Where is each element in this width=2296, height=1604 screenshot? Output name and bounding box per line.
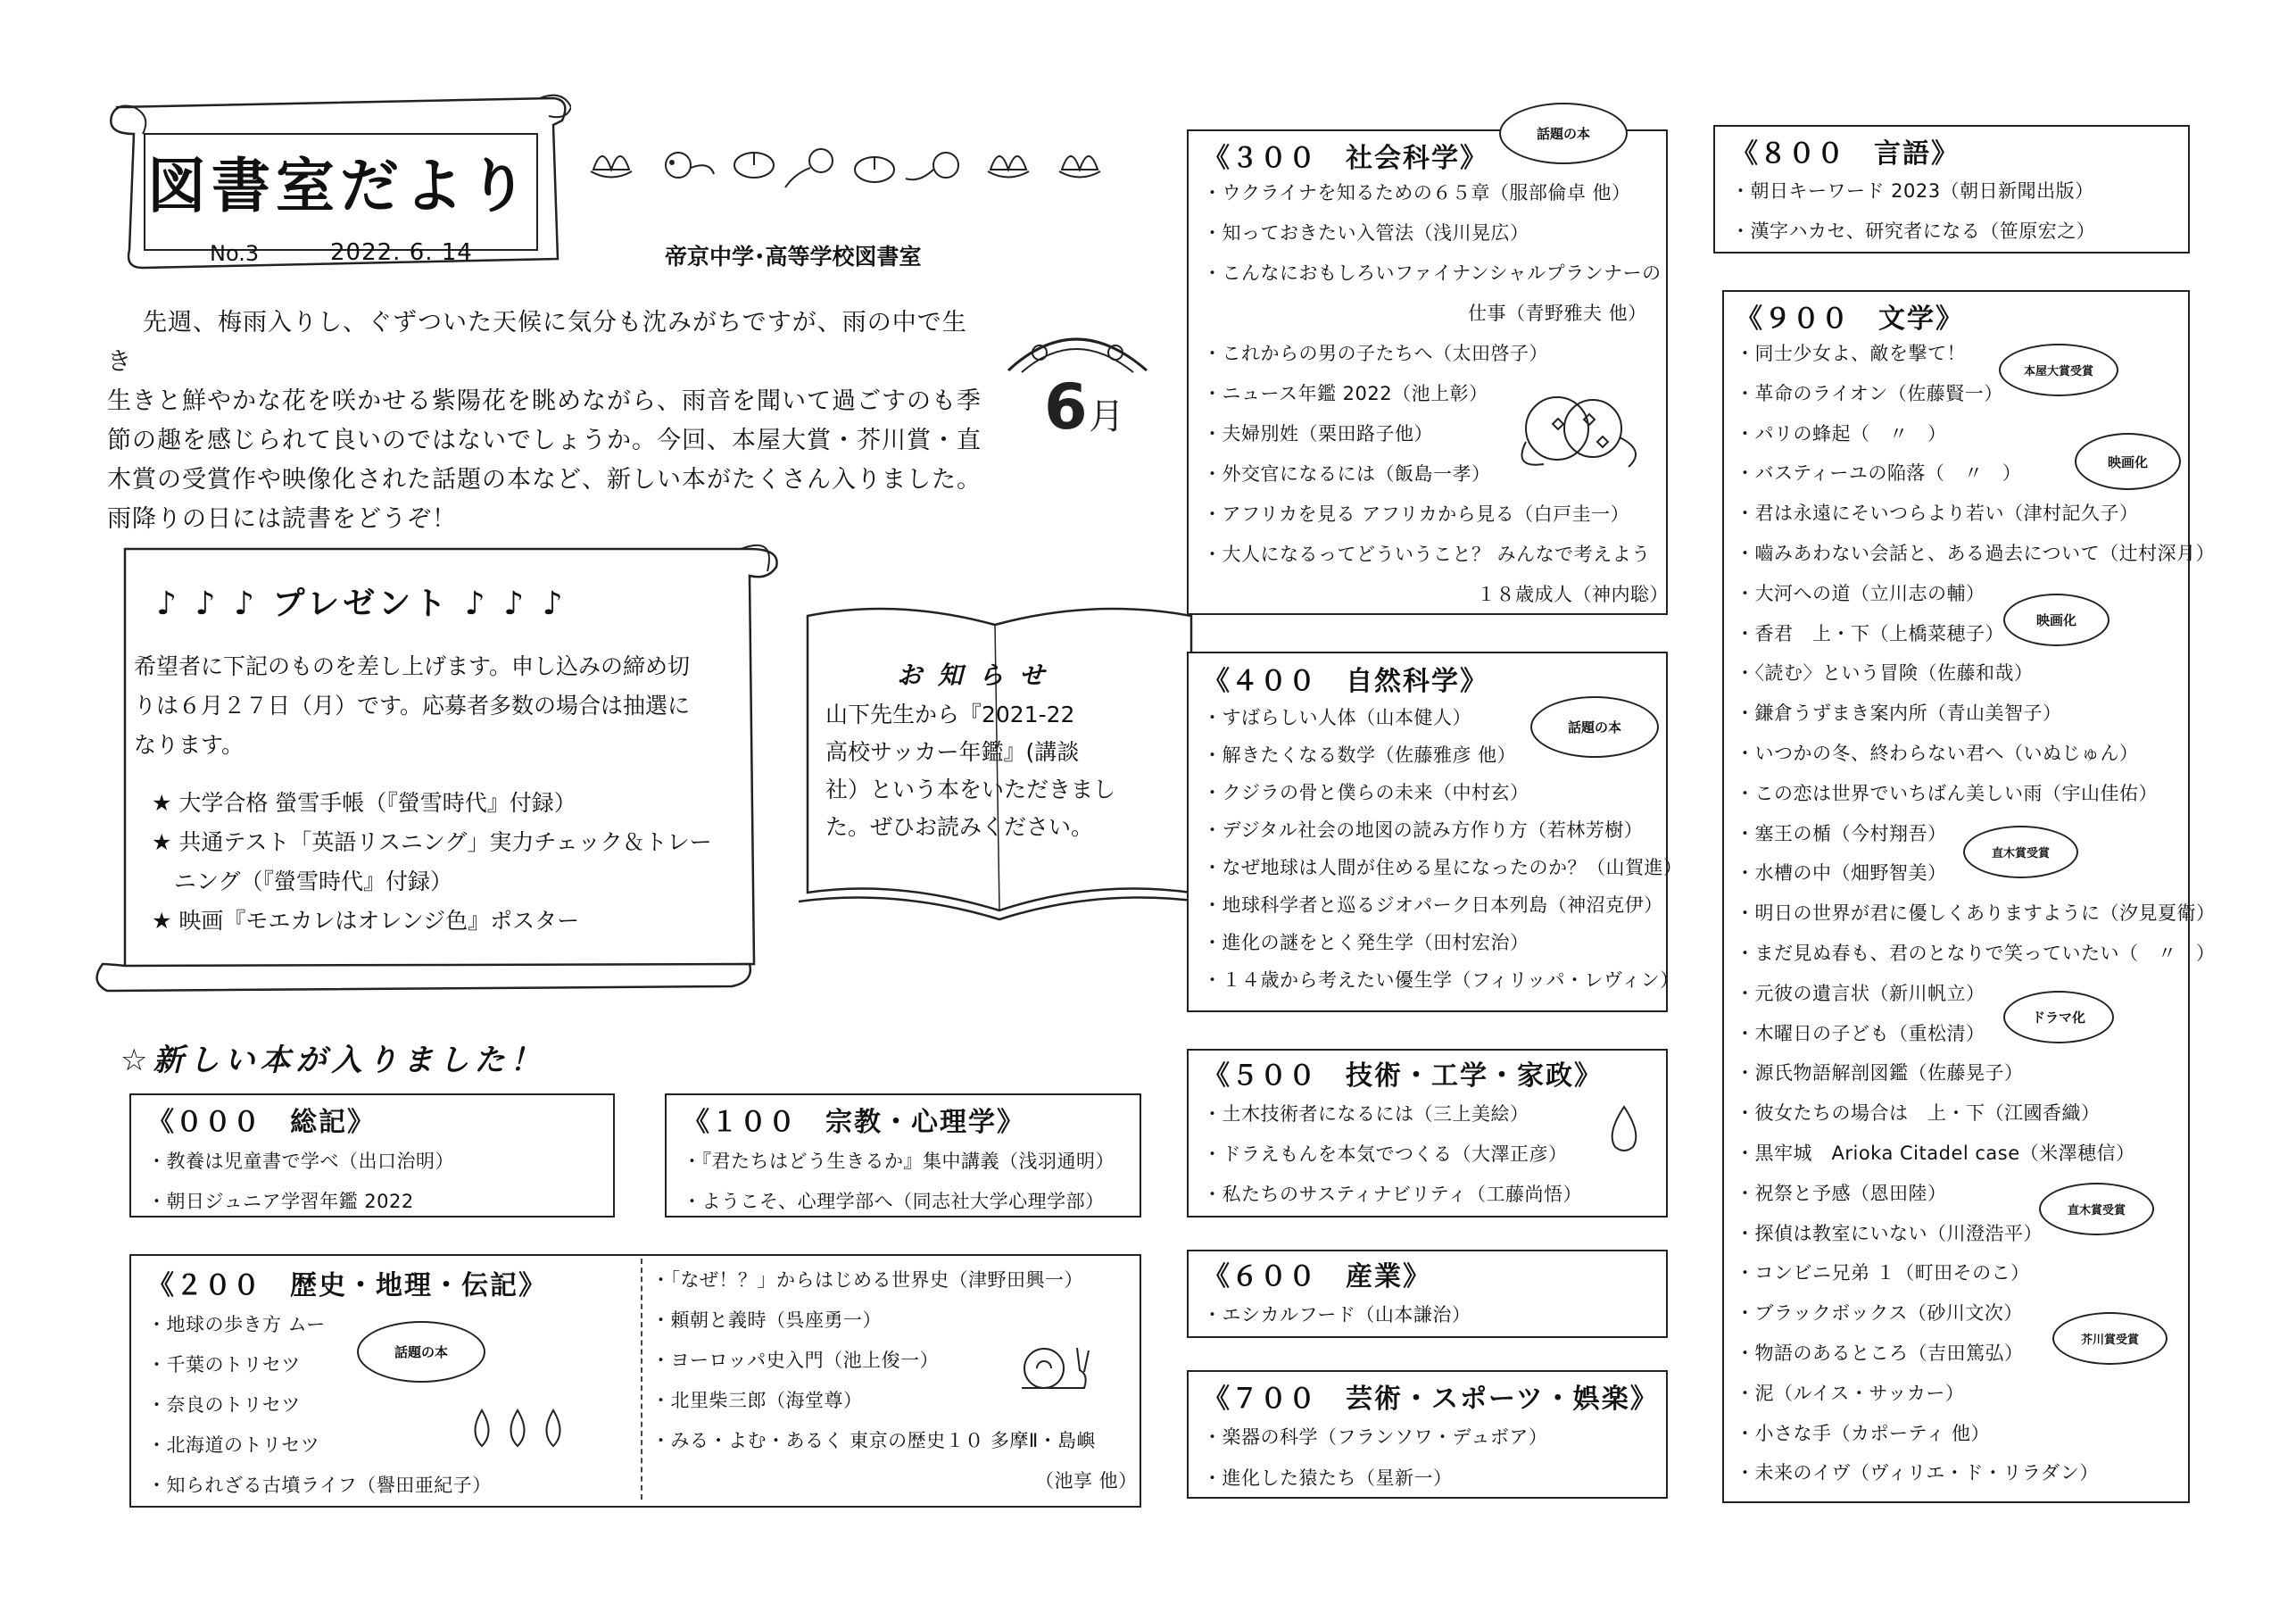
book-item: ・漢字ハカセ、研究者になる（笹原宏之） — [1731, 220, 2096, 242]
svg-text:月: 月 — [1089, 396, 1124, 437]
book-item: ・すばらしい人体（山本健人） — [1203, 707, 1471, 728]
book-item: ・革命のライオン（佐藤賢一） — [1736, 382, 2003, 404]
book-item: ・朝日ジュニア学習年鑑 2022 — [147, 1191, 414, 1212]
book-item: ・知られざる古墳ライフ（譽田亜紀子） — [147, 1475, 492, 1496]
book-item: ・ようこそ、心理学部へ（同志社大学心理学部） — [683, 1191, 1105, 1212]
book-item: ・同士少女よ、敵を撃て！ — [1736, 343, 1966, 364]
speech-bubble: 映画化 — [2075, 433, 2181, 490]
speech-bubble: 話題の本 — [357, 1321, 485, 1383]
book-item: ・塞王の楯（今村翔吾） — [1736, 822, 1947, 844]
book-item: ・探偵は教室にいない（川澄浩平） — [1736, 1222, 2043, 1244]
section-000-title: 《０００ 総記》 — [147, 1107, 376, 1138]
book-item: ・土木技術者になるには（三上美絵） — [1203, 1103, 1529, 1125]
book-item: ・エシカルフード（山本謙治） — [1203, 1304, 1471, 1326]
intro-line: 先週、梅雨入りし、ぐずついた天候に気分も沈みがちですが、雨の中で生き — [107, 309, 967, 376]
intro-line: 生きと鮮やかな花を咲かせる紫陽花を眺めながら、雨音を聞いて過ごすのも季 — [107, 387, 982, 415]
section-900-title: 《９００ 文学》 — [1736, 303, 1964, 335]
book-item: ・鎌倉うずまき案内所（青山美智子） — [1736, 702, 2062, 725]
book-item: 仕事（青野雅夫 他） — [1468, 303, 1647, 324]
section-400-title: 《４００ 自然科学》 — [1203, 666, 1488, 697]
speech-bubble: 話題の本 — [1530, 696, 1659, 758]
book-item: ・アフリカを見る アフリカから見る（白戸圭一） — [1203, 503, 1630, 525]
notice-line: 山下先生から『2021-22 — [825, 702, 1075, 727]
book-item: ・進化の謎をとく発生学（田村宏治） — [1203, 932, 1529, 953]
book-item: ・奈良のトリセツ — [147, 1394, 301, 1416]
present-body-line: 希望者に下記のものを差し上げます。申し込みの締め切 — [134, 653, 691, 679]
book-item: ・これからの男の子たちへ（太田啓子） — [1203, 343, 1548, 364]
book-item: ・パリの蜂起（ 〃 ） — [1736, 422, 1947, 445]
book-item: ・１４歳から考えたい優生学（フィリッパ・レヴィン） — [1203, 969, 1679, 991]
book-item: ・北海道のトリセツ — [147, 1434, 320, 1456]
book-item: ・ウクライナを知るための６５章（服部倫卓 他） — [1203, 182, 1631, 204]
book-item: ・黒牢城 Arioka Citadel case（米澤穂信） — [1736, 1143, 2135, 1164]
book-item: ・千葉のトリセツ — [147, 1354, 301, 1375]
book-item: ・嚙みあわない会話と、ある過去について（辻村深月） — [1736, 543, 2216, 564]
issue-date: 2022. 6. 14 — [330, 239, 473, 266]
book-item: ・祝祭と予感（恩田陸） — [1736, 1182, 1947, 1204]
book-item: ・『君たちはどう生きるか』集中講義（浅羽通明） — [683, 1151, 1115, 1172]
section-200-divider — [641, 1259, 642, 1500]
book-item: ・彼女たちの場合は 上・下（江國香織） — [1736, 1102, 2101, 1125]
speech-bubble: 話題の本 — [1499, 103, 1628, 164]
speech-bubble: 直木賞受賞 — [1963, 826, 2078, 878]
snail-icon — [1013, 1334, 1093, 1397]
intro-line: 雨降りの日には読書をどうぞ！ — [107, 505, 457, 533]
page-title: 図書室だより — [147, 152, 533, 220]
speech-bubble: 本屋大賞受賞 — [1999, 344, 2118, 396]
book-item: ・こんなにおもしろいファイナンシャルプランナーの — [1203, 262, 1662, 284]
book-item: ・大河への道（立川志の輔） — [1736, 582, 1985, 604]
book-item: ・君は永遠にそいつらより若い（津村記久子） — [1736, 503, 2139, 525]
book-item: ・いつかの冬、終わらない君へ（いぬじゅん） — [1736, 743, 2139, 764]
speech-bubble: 直木賞受賞 — [2039, 1183, 2154, 1235]
book-item: ・知っておきたい入管法（浅川晃広） — [1203, 222, 1529, 244]
notice-body — [825, 696, 1182, 846]
book-item: ・クジラの骨と僕らの未来（中村玄） — [1203, 782, 1529, 803]
book-item: ・バスティーユの陥落（ 〃 ） — [1736, 462, 2022, 485]
speech-bubble: 映画化 — [2003, 594, 2110, 646]
book-item: ・元彼の遺言状（新川帆立） — [1736, 982, 1985, 1004]
book-item: ・水槽の中（畑野智美） — [1736, 862, 1947, 885]
speech-bubble: 芥川賞受賞 — [2052, 1312, 2168, 1365]
section-800-title: 《８００ 言語》 — [1731, 138, 1960, 170]
book-item: ・外交官になるには（飯島一孝） — [1203, 463, 1491, 485]
book-item: ・明日の世界が君に優しくありますように（汐見夏衛） — [1736, 902, 2216, 925]
book-item: ・ブラックボックス（砂川文次） — [1736, 1302, 2023, 1325]
droplet-characters-icon — [464, 1401, 580, 1455]
book-item: ・地球科学者と巡るジオパーク日本列島（神沼克伊） — [1203, 894, 1663, 916]
book-item: ・大人になるってどういうこと？ みんなで考えよう — [1203, 544, 1651, 565]
book-item: ・香君 上・下（上橋菜穂子） — [1736, 622, 2004, 644]
book-item: ・解きたくなる数学（佐藤雅彦 他） — [1203, 744, 1517, 766]
section-700-title: 《７００ 芸術・スポーツ・娯楽》 — [1203, 1384, 1659, 1415]
svg-text:6: 6 — [1044, 370, 1088, 444]
notice-line: 高校サッカー年鑑』(講談 — [825, 739, 1080, 765]
book-item: ・「なぜ！？」からはじめる世界史（津野田興一） — [651, 1269, 1083, 1291]
section-300-title: 《３００ 社会科学》 — [1203, 143, 1488, 174]
book-item: ・私たちのサスティナビリティ（工藤尚悟） — [1203, 1184, 1582, 1205]
book-item: ・みる・よむ・あるく 東京の歴史１０ 多摩Ⅱ・島嶼 — [651, 1430, 1097, 1451]
book-item: ・まだ見ぬ春も、君のとなりで笑っていたい（ 〃 ） — [1736, 943, 2216, 964]
present-item: ★ 大学合格 螢雪手帳（『螢雪時代』付録） — [152, 790, 576, 816]
book-item: ・なぜ地球は人間が住める星になったのか？（山賀進） — [1203, 857, 1683, 878]
book-item: ・未来のイヴ（ヴィリエ・ド・リラダン） — [1736, 1462, 2099, 1484]
book-item: ・物語のあるところ（吉田篤弘） — [1736, 1342, 2024, 1364]
section-100-title: 《１００ 宗教・心理学》 — [683, 1107, 1025, 1138]
intro-paragraph — [107, 303, 991, 539]
present-item: ★ 映画『モエカレはオレンジ色』ポスター — [152, 908, 580, 934]
present-body-line: りは６月２７日（月）です。応募者多数の場合は抽選に — [134, 693, 691, 719]
section-200-title: 《２００ 歴史・地理・伝記》 — [147, 1270, 547, 1301]
book-item: ・木曜日の子ども（重松清） — [1736, 1022, 1985, 1044]
book-item: ・北里柴三郎（海堂尊） — [651, 1390, 863, 1411]
book-item: （池享 他） — [1035, 1470, 1138, 1492]
present-item: ★ 共通テスト「英語リスニング」実力チェック＆トレー — [152, 829, 712, 855]
issue-number: No.3 — [210, 241, 260, 266]
june-badge-icon — [999, 317, 1156, 446]
speech-bubble: ドラマ化 — [2003, 991, 2114, 1043]
section-500-title: 《５００ 技術・工学・家政》 — [1203, 1060, 1603, 1092]
hydrangea-icon — [1508, 388, 1651, 478]
book-item: ・ニュース年鑑 2022（池上彰） — [1203, 383, 1488, 404]
book-item: ・源氏物語解剖図鑑（佐藤晃子） — [1736, 1062, 2024, 1085]
book-item: ・デジタル社会の地図の読み方作り方（若林芳樹） — [1203, 819, 1644, 841]
book-item: ・この恋は世界でいちばん美しい雨（宇山佳佑） — [1736, 782, 2158, 804]
present-item: ニング（『螢雪時代』付録） — [152, 868, 453, 894]
book-item: ・〈読む〉という冒険（佐藤和哉） — [1736, 662, 2034, 685]
book-item: ・泥（ルイス・サッカー） — [1736, 1382, 1965, 1404]
section-600-title: 《６００ 産業》 — [1203, 1261, 1431, 1292]
notice-line: た。ぜひお読みください。 — [825, 814, 1094, 840]
present-title: ♪ ♪ ♪ プレゼント ♪ ♪ ♪ — [156, 586, 567, 622]
book-item: ・ドラえもんを本気でつくる（大澤正彦） — [1203, 1143, 1568, 1165]
new-books-heading: ☆新しい本が入りました！ — [120, 1043, 546, 1078]
intro-line: 節の趣を感じられて良いのではないでしょうか。今回、本屋大賞・芥川賞・直 — [107, 427, 982, 454]
intro-line: 木賞の受賞作や映像化された話題の本など、新しい本がたくさん入りました。 — [107, 466, 982, 494]
book-item: ・教養は児童書で学べ（出口治明） — [147, 1151, 454, 1172]
book-item: ・夫婦別姓（栗田路子他） — [1203, 423, 1433, 445]
present-body — [134, 647, 758, 765]
book-item: ・頼朝と義時（呉座勇一） — [651, 1309, 882, 1331]
book-item: ・コンビニ兄弟 １（町田そのこ） — [1736, 1262, 2030, 1284]
present-body-line: なります。 — [134, 732, 245, 758]
lotus-decoration — [580, 134, 1115, 196]
book-item: １８歳成人（神内聡） — [1477, 584, 1669, 605]
notice-title: お 知 ら せ — [897, 661, 1049, 690]
book-item: ・地球の歩き方 ムー — [147, 1314, 326, 1335]
school-name: 帝京中学･高等学校図書室 — [665, 244, 922, 270]
book-item: ・楽器の科学（フランソワ・デュボア） — [1203, 1426, 1548, 1448]
droplet-character-icon — [1602, 1102, 1646, 1156]
notice-line: 社）という本をいただきまし — [825, 777, 1116, 802]
book-item: ・進化した猿たち（星新一） — [1203, 1467, 1453, 1489]
present-items — [152, 784, 776, 941]
book-item: ・ヨーロッパ史入門（池上俊一） — [651, 1350, 940, 1371]
book-item: ・小さな手（カポーティ 他） — [1736, 1422, 1990, 1444]
book-item: ・朝日キーワード 2023（朝日新聞出版） — [1731, 180, 2094, 202]
